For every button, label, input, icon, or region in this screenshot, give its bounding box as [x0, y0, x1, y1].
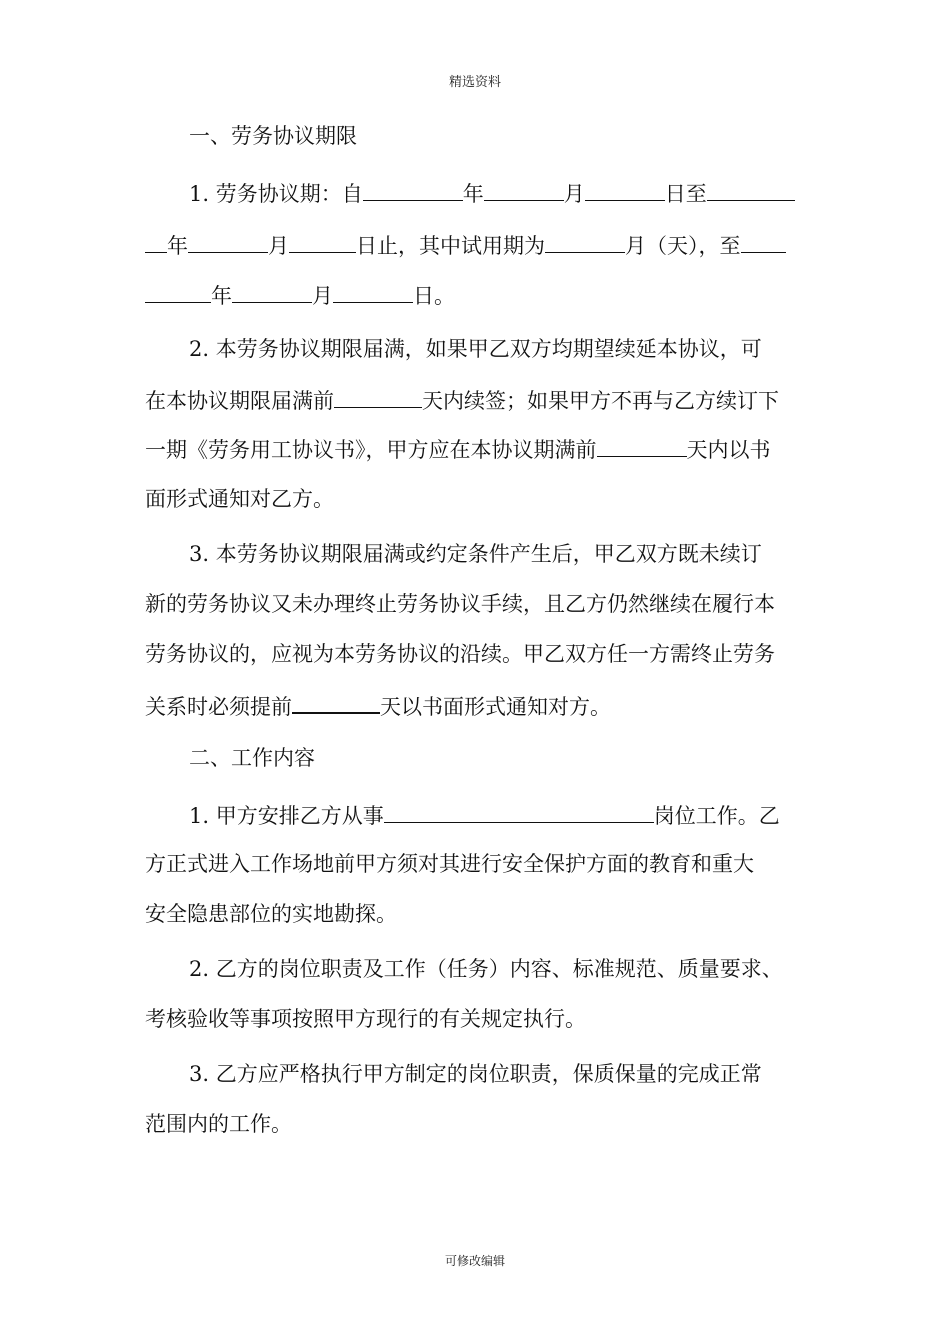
clause-1-2-line-1: 2. 本劳务协议期限届满，如果甲乙双方均期望续延本协议，可 [189, 337, 762, 361]
clause-1-2-line-2 [145, 385, 779, 413]
blank-probation-period[interactable] [545, 230, 625, 253]
blank-probation-end-year-part1[interactable] [741, 230, 786, 253]
blank-end-day[interactable] [289, 230, 356, 253]
blank-end-month[interactable] [188, 230, 268, 253]
text: 一期《劳务用工协议书》，甲方应在本协议期满前 [145, 438, 597, 462]
clause-2-3-line-2: 范围内的工作。 [145, 1112, 292, 1136]
page-footer: 可修改编辑 [444, 1254, 505, 1268]
blank-start-month[interactable] [484, 178, 564, 201]
blank-position[interactable] [384, 800, 654, 823]
text: 月 [312, 284, 333, 308]
text: 日。 [413, 284, 455, 308]
blank-start-year[interactable] [363, 178, 463, 201]
blank-start-day[interactable] [585, 178, 665, 201]
text: 天内以书 [686, 438, 771, 462]
text: 关系时必须提前 [145, 695, 292, 719]
text: 年 [462, 182, 484, 206]
clause-1-3-line-2: 新的劳务协议又未办理终止劳务协议手续，且乙方仍然继续在履行本 [145, 592, 775, 616]
clause-1-1-line-3 [145, 280, 455, 308]
text: 日至 [664, 182, 707, 206]
text: 岗位工作。乙 [653, 804, 780, 828]
clause-2-1-line-1 [189, 800, 780, 828]
text: 年 [167, 234, 188, 258]
text: 月（天），至 [625, 234, 741, 258]
blank-termination-notice-days[interactable] [292, 690, 380, 714]
clause-1-2-line-4: 面形式通知对乙方。 [145, 487, 334, 511]
clause-1-3-line-4 [145, 690, 611, 718]
text: 日止，其中试用期为 [356, 234, 545, 258]
clause-2-1-line-2: 方正式进入工作场地前甲方须对其进行安全保护方面的教育和重大 [145, 852, 754, 876]
text: 月 [563, 182, 585, 206]
text: 1. 甲方安排乙方从事 [189, 804, 384, 828]
clause-2-3-line-1: 3. 乙方应严格执行甲方制定的岗位职责，保质保量的完成正常 [189, 1062, 762, 1086]
clause-1-3-line-1: 3. 本劳务协议期限届满或约定条件产生后，甲乙双方既未续订 [189, 542, 762, 566]
blank-probation-end-month[interactable] [232, 280, 312, 303]
clause-1-1-line-1 [189, 178, 795, 206]
blank-probation-end-day[interactable] [333, 280, 413, 303]
blank-notice-days[interactable] [597, 434, 687, 457]
text: 天以书面形式通知对方。 [380, 695, 611, 719]
clause-1-2-line-3 [145, 434, 771, 462]
blank-probation-end-year-part2[interactable] [145, 280, 211, 303]
clause-1-3-line-3: 劳务协议的，应视为本劳务协议的沿续。甲乙双方任一方需终止劳务 [145, 642, 775, 666]
blank-renewal-days[interactable] [334, 385, 422, 408]
blank-end-year-part1[interactable] [707, 178, 795, 201]
section-title-work-content: 二、工作内容 [189, 746, 315, 770]
text: 天内续签；如果甲方不再与乙方续订下 [422, 389, 779, 413]
text: 在本协议期限届满前 [145, 389, 334, 413]
clause-2-2-line-2: 考核验收等事项按照甲方现行的有关规定执行。 [145, 1007, 586, 1031]
text: 1. 劳务协议期：自 [189, 182, 363, 206]
blank-end-year-part2[interactable] [145, 230, 167, 253]
clause-2-1-line-3: 安全隐患部位的实地勘探。 [145, 902, 397, 926]
clause-2-2-line-1: 2. 乙方的岗位职责及工作（任务）内容、标准规范、质量要求、 [189, 957, 783, 981]
text: 年 [211, 284, 232, 308]
clause-1-1-line-2 [145, 230, 786, 258]
section-title-term: 一、劳务协议期限 [189, 124, 357, 148]
text: 月 [268, 234, 289, 258]
page-header: 精选资料 [448, 75, 501, 90]
